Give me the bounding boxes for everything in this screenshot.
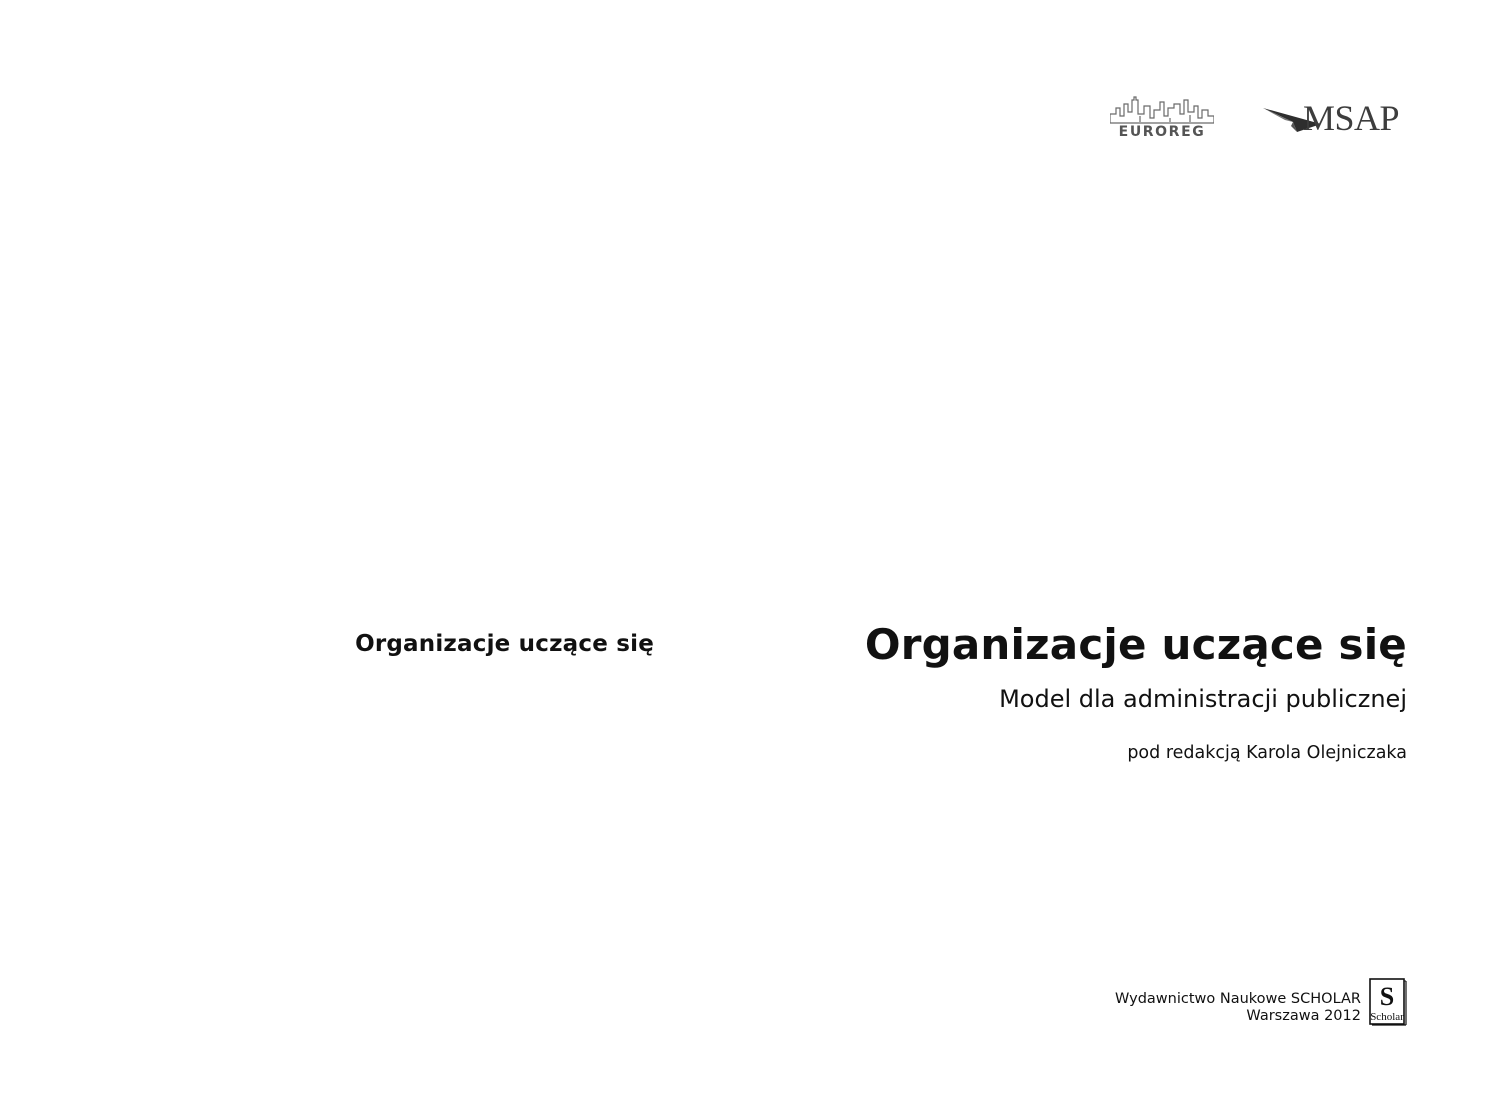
euroreg-logo <box>1109 96 1215 142</box>
title-block <box>865 620 1407 764</box>
msap-logo <box>1263 96 1407 136</box>
subtitle: Model dla administracji publicznej <box>999 685 1407 713</box>
scholar-book-icon <box>1369 978 1407 1026</box>
editor-credit: pod redakcją Karola Olejniczaka <box>1127 743 1407 763</box>
scholar-logo-letter: S <box>1379 982 1395 1011</box>
publisher-place-year: Warszawa 2012 <box>1246 1008 1361 1024</box>
half-title: Organizacje uczące się <box>355 631 654 657</box>
publisher-imprint <box>1115 978 1407 1026</box>
scholar-logo <box>1369 978 1407 1026</box>
institution-logos <box>1109 96 1407 144</box>
right-page <box>750 0 1500 1101</box>
msap-wordmark: MSAP <box>1303 98 1400 138</box>
euroreg-wordmark: EUROREG <box>1118 124 1206 140</box>
publisher-name: Wydawnictwo Naukowe SCHOLAR <box>1115 991 1361 1007</box>
publisher-text <box>1115 978 1361 1025</box>
scholar-logo-text: Scholar <box>1370 1011 1404 1023</box>
city-skyline-icon <box>1110 96 1214 124</box>
main-title: Organizacje uczące się <box>864 620 1407 669</box>
